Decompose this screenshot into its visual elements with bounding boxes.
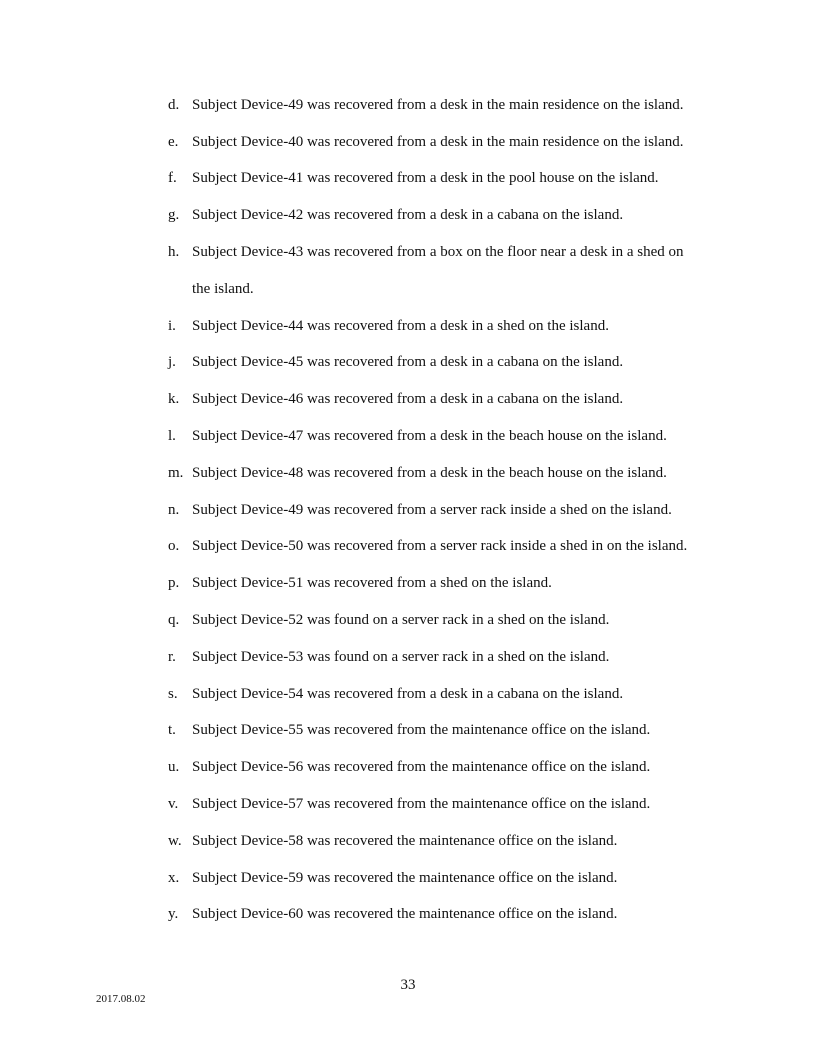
list-marker: o. <box>168 538 180 554</box>
list-item <box>168 308 738 345</box>
list-item <box>168 344 738 381</box>
list-marker: q. <box>168 612 180 628</box>
list-item-text: Subject Device-49 was recovered from a desk in the main residence on the island. <box>192 97 684 113</box>
footer-date: 2017.08.02 <box>96 993 146 1005</box>
page-number: 33 <box>400 977 416 993</box>
list-item <box>168 565 738 602</box>
list-item <box>168 749 738 786</box>
list-item-text: Subject Device-48 was recovered from a desk in the beach house on the island. <box>192 465 667 481</box>
list-item <box>168 160 738 197</box>
list-item-text: Subject Device-49 was recovered from a server rack inside a shed on the island. <box>192 502 672 518</box>
list-item <box>168 896 738 933</box>
list-item <box>168 455 738 492</box>
list-marker: p. <box>168 575 180 591</box>
list-marker: h. <box>168 244 180 260</box>
list-marker: m. <box>168 465 184 481</box>
list-marker: t. <box>168 722 176 738</box>
list-item <box>168 418 738 455</box>
list-item-text: Subject Device-41 was recovered from a desk in the pool house on the island. <box>192 170 659 186</box>
list-item <box>168 676 738 713</box>
list-item-continuation: the island. <box>192 281 254 297</box>
list-item-text: Subject Device-43 was recovered from a box on the floor near a desk in a shed on <box>192 244 684 260</box>
list-marker: y. <box>168 906 179 922</box>
list-marker: v. <box>168 796 179 812</box>
list-item <box>168 381 738 418</box>
list-item <box>168 124 738 161</box>
list-item <box>168 87 738 124</box>
list-item-text: Subject Device-57 was recovered from the maintenance office on the island. <box>192 796 651 812</box>
list-marker: s. <box>168 686 178 702</box>
list-marker: r. <box>168 649 176 665</box>
list-item <box>168 492 738 529</box>
list-item <box>168 528 738 565</box>
list-item-text: Subject Device-58 was recovered the maintenance office on the island. <box>192 833 618 849</box>
list-item <box>168 639 738 676</box>
list-item <box>168 860 738 897</box>
list-item-text: Subject Device-59 was recovered the maintenance office on the island. <box>192 870 618 886</box>
list-item <box>168 602 738 639</box>
list-item-text: Subject Device-45 was recovered from a desk in a cabana on the island. <box>192 354 624 370</box>
list-item-text: Subject Device-47 was recovered from a desk in the beach house on the island. <box>192 428 667 444</box>
list-item-text: Subject Device-55 was recovered from the maintenance office on the island. <box>192 722 651 738</box>
list-item-text: Subject Device-42 was recovered from a desk in a cabana on the island. <box>192 207 624 223</box>
list-item-text: Subject Device-51 was recovered from a shed on the island. <box>192 575 552 591</box>
list-marker: n. <box>168 502 180 518</box>
list-item <box>168 234 738 271</box>
list-marker: x. <box>168 870 180 886</box>
list-marker: u. <box>168 759 180 775</box>
list-item-text: Subject Device-50 was recovered from a server rack inside a shed in on the island. <box>192 538 688 554</box>
list-item-text: Subject Device-46 was recovered from a desk in a cabana on the island. <box>192 391 624 407</box>
list-item <box>168 712 738 749</box>
list-marker: f. <box>168 170 177 186</box>
list-item-text: Subject Device-54 was recovered from a desk in a cabana on the island. <box>192 686 624 702</box>
list-marker: l. <box>168 428 176 444</box>
list-marker: j. <box>168 354 176 370</box>
list-marker: g. <box>168 207 180 223</box>
list-item-text: Subject Device-53 was found on a server rack in a shed on the island. <box>192 649 610 665</box>
list-item-text: Subject Device-52 was found on a server rack in a shed on the island. <box>192 612 610 628</box>
list-item-text: Subject Device-60 was recovered the maintenance office on the island. <box>192 906 618 922</box>
list-item <box>168 197 738 234</box>
list-item <box>168 823 738 860</box>
list-marker: e. <box>168 134 179 150</box>
list-item-text: Subject Device-40 was recovered from a desk in the main residence on the island. <box>192 134 684 150</box>
list-marker: d. <box>168 97 180 113</box>
list-item-text: Subject Device-56 was recovered from the maintenance office on the island. <box>192 759 651 775</box>
list-item <box>168 786 738 823</box>
list-marker: w. <box>168 833 182 849</box>
list-item-text: Subject Device-44 was recovered from a desk in a shed on the island. <box>192 318 609 334</box>
list-marker: k. <box>168 391 180 407</box>
list-marker: i. <box>168 318 176 334</box>
